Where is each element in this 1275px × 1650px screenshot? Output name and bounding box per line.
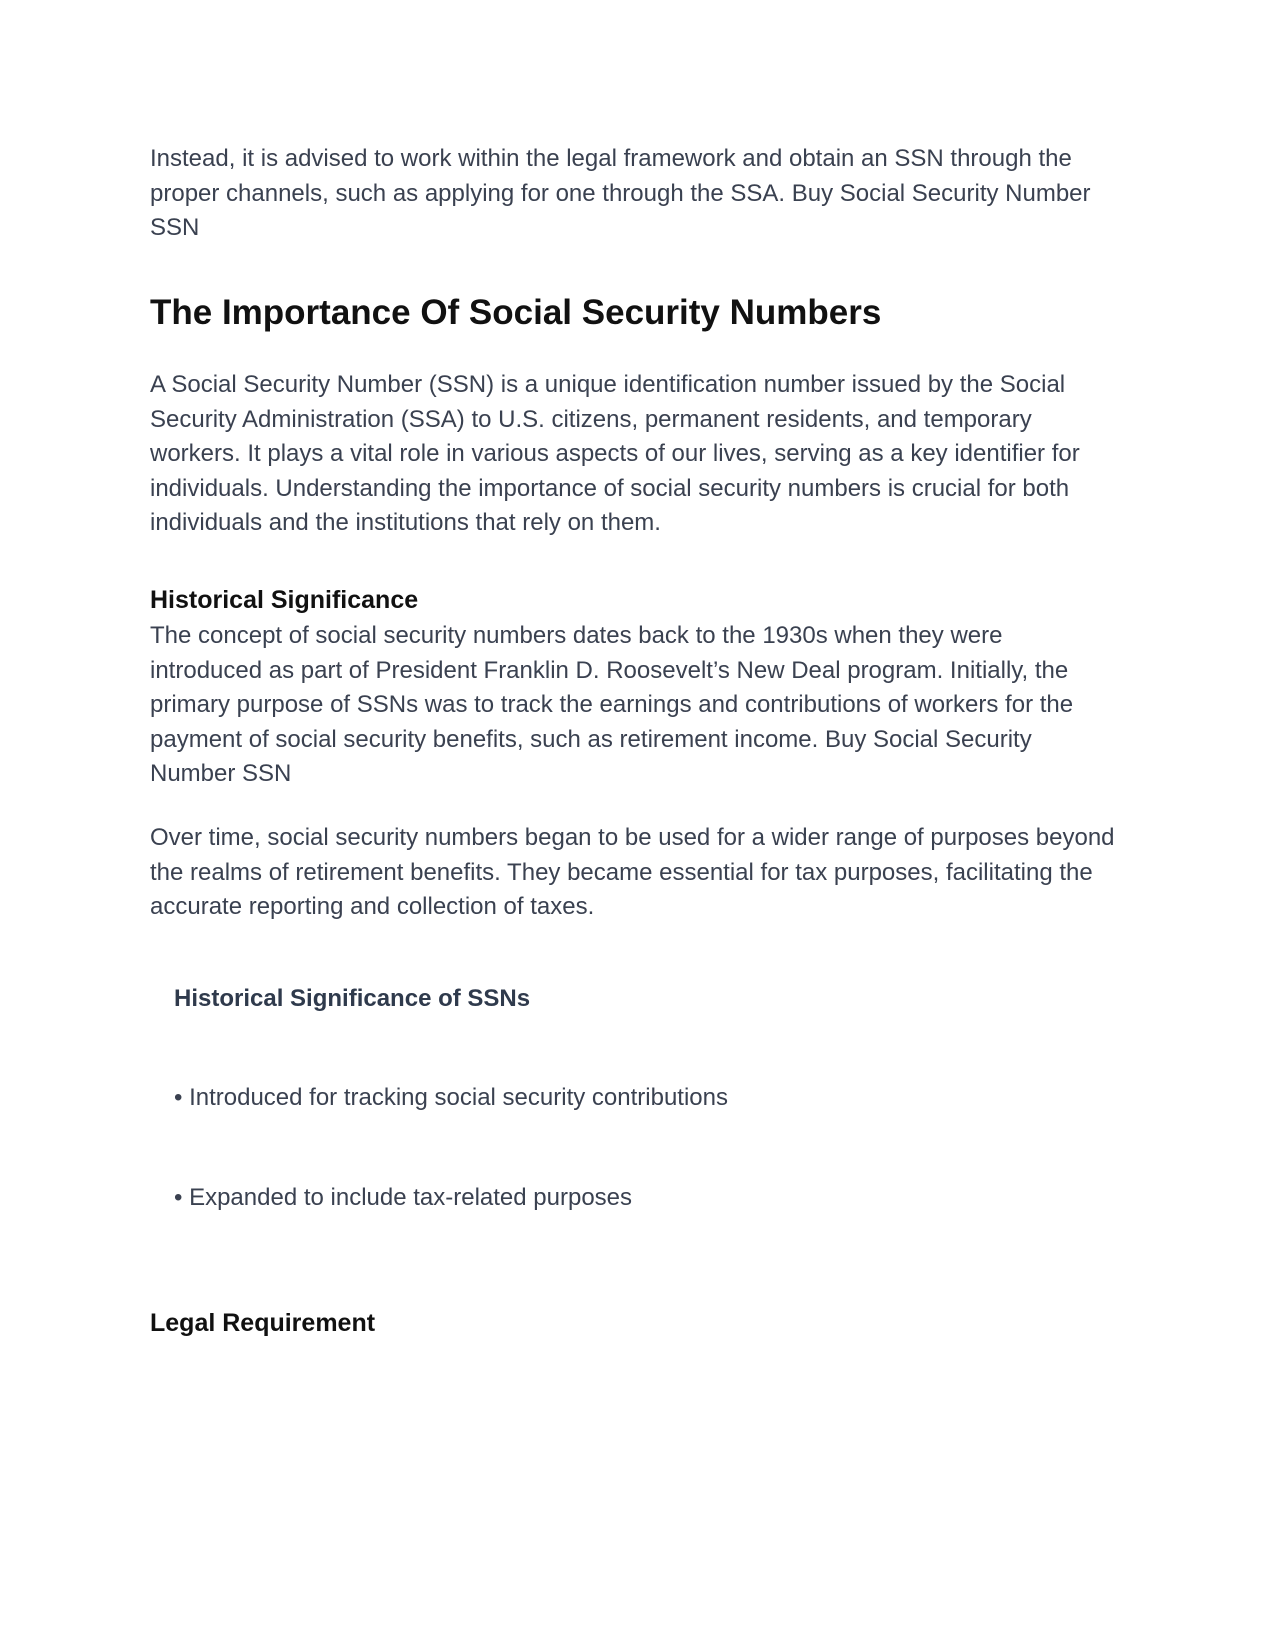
intro-paragraph: Instead, it is advised to work within the legal framework and obtain an SSN through the proper channels, such as applying for one through the SSA. Buy Social Security Number SSN bbox=[150, 145, 1091, 241]
historical-paragraph-1: The concept of social security numbers dates back to the 1930s when they were introduced as part of President Franklin D. Roosevelt’s New Deal program. Initially, the primary purpose of SSNs was to track the earnings and contributions of workers for the payment of social security benefits, such as retirement income. Buy Social Security Number SSN bbox=[150, 622, 1074, 787]
historical-subheading: Historical Significance of SSNs bbox=[174, 985, 531, 1012]
historical-paragraph-2: Over time, social security numbers began to be used for a wider range of purposes beyond the realms of retirement benefits. They became essential for tax purposes, facilitating the accurate reporting and collection of taxes. bbox=[150, 824, 1115, 920]
historical-paragraph-2-block bbox=[150, 821, 1120, 925]
list-item: • Expanded to include tax-related purposes bbox=[174, 1184, 633, 1211]
bullet-item-1-block bbox=[174, 1082, 1120, 1114]
section-paragraph: A Social Security Number (SSN) is a unique identification number issued by the Social Security Administration (SSA) to U.S. citizens, permanent residents, and temporary workers. It plays a vital role in various aspects of our lives, serving as a key identifier for individuals. Understanding the importance of social security numbers is crucial for both individuals and the institutions that rely on them. bbox=[150, 371, 1080, 536]
section-heading-block bbox=[150, 291, 1120, 335]
bullet-item-2-block bbox=[174, 1182, 1120, 1214]
section-heading: The Importance Of Social Security Numbers bbox=[150, 293, 882, 332]
historical-subheading-block bbox=[174, 983, 1120, 1015]
historical-heading: Historical Significance bbox=[150, 586, 419, 614]
intro-paragraph-block bbox=[150, 142, 1120, 246]
section-paragraph-block bbox=[150, 368, 1120, 541]
historical-paragraph-1-block bbox=[150, 619, 1120, 792]
legal-heading: Legal Requirement bbox=[150, 1309, 376, 1337]
legal-heading-block bbox=[150, 1306, 1120, 1340]
historical-heading-block bbox=[150, 583, 1120, 617]
list-item: • Introduced for tracking social security contributions bbox=[174, 1084, 728, 1111]
